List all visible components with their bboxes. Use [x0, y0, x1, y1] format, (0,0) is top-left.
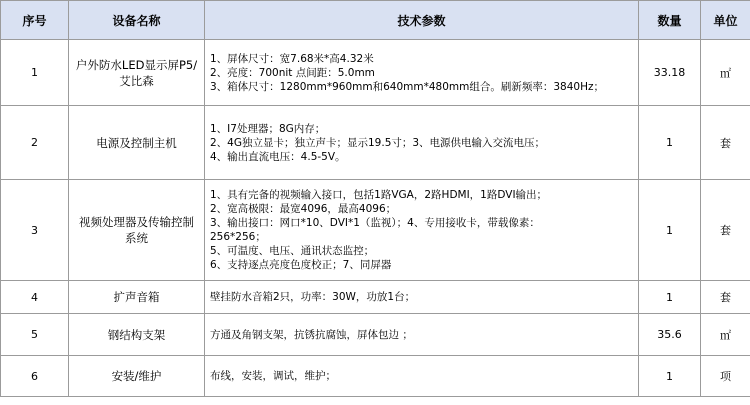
header-params: 技术参数: [205, 1, 639, 40]
param-line: 256*256；: [210, 231, 266, 243]
param-line: 5、可温度、电压、通讯状态监控；: [210, 245, 375, 257]
row-params: [205, 281, 639, 314]
param-line: 3、输出接口：网口*10、DVI*1（监视）；4、专用接收卡，带载像素：: [210, 217, 540, 229]
param-line: 3、箱体尺寸：1280mm*960mm和640mm*480mm组合。刷新频率：3840Hz；: [210, 80, 604, 93]
row-qty: 33.18: [639, 40, 701, 106]
table-row: [1, 314, 750, 356]
param-line: 4、输出直流电压：4.5-5V。: [210, 150, 346, 163]
table-row: [1, 106, 750, 180]
row-unit: 项: [701, 356, 750, 397]
param-line: 1、I7处理器；8G内存；: [210, 122, 326, 135]
row-index: 2: [1, 106, 69, 180]
table-row: [1, 180, 750, 281]
row-qty: 1: [639, 180, 701, 281]
param-line: 1、屏体尺寸：宽7.68米*高4.32米: [210, 52, 374, 65]
table-row: [1, 40, 750, 106]
header-name: 设备名称: [69, 1, 205, 40]
row-qty: 1: [639, 106, 701, 180]
row-unit: ㎡: [701, 40, 750, 106]
param-line: 布线，安装，调试，维护；: [210, 370, 336, 382]
header-index: 序号: [1, 1, 69, 40]
row-params: [205, 356, 639, 397]
row-unit: ㎡: [701, 314, 750, 356]
param-line: 壁挂防水音箱2只，功率：30W，功放1台；: [210, 291, 416, 303]
row-unit: 套: [701, 106, 750, 180]
header-row: [1, 1, 750, 40]
row-params: [205, 106, 639, 180]
header-qty: 数量: [639, 1, 701, 40]
param-line: 2、亮度：700nit 点间距：5.0mm: [210, 66, 375, 79]
row-name: 户外防水LED显示屏P5/艾比森: [69, 40, 205, 106]
row-index: 5: [1, 314, 69, 356]
row-index: 6: [1, 356, 69, 397]
param-line: 6、支持逐点亮度色度校正；7、同屏器: [210, 259, 392, 271]
row-qty: 35.6: [639, 314, 701, 356]
row-name: 视频处理器及传输控制系统: [69, 180, 205, 281]
row-params: [205, 314, 639, 356]
table-row: [1, 356, 750, 397]
param-line: 方通及角钢支架，抗锈抗腐蚀，屏体包边 ；: [210, 328, 413, 341]
row-unit: 套: [701, 281, 750, 314]
row-index: 1: [1, 40, 69, 106]
row-params: [205, 40, 639, 106]
row-index: 3: [1, 180, 69, 281]
row-unit: 套: [701, 180, 750, 281]
param-line: 2、4G独立显卡；独立声卡；显示19.5寸；3、电源供电输入交流电压；: [210, 136, 546, 149]
row-name: 安装/维护: [69, 356, 205, 397]
table-row: [1, 281, 750, 314]
row-name: 电源及控制主机: [69, 106, 205, 180]
row-index: 4: [1, 281, 69, 314]
row-name: 钢结构支架: [69, 314, 205, 356]
param-line: 1、具有完备的视频输入接口，包括1路VGA，2路HDMI，1路DVI输出；: [210, 189, 548, 201]
row-name: 扩声音箱: [69, 281, 205, 314]
header-unit: 单位: [701, 1, 750, 40]
row-params: [205, 180, 639, 281]
row-qty: 1: [639, 356, 701, 397]
row-qty: 1: [639, 281, 701, 314]
param-line: 2、宽高极限：最宽4096，最高4096；: [210, 203, 397, 215]
